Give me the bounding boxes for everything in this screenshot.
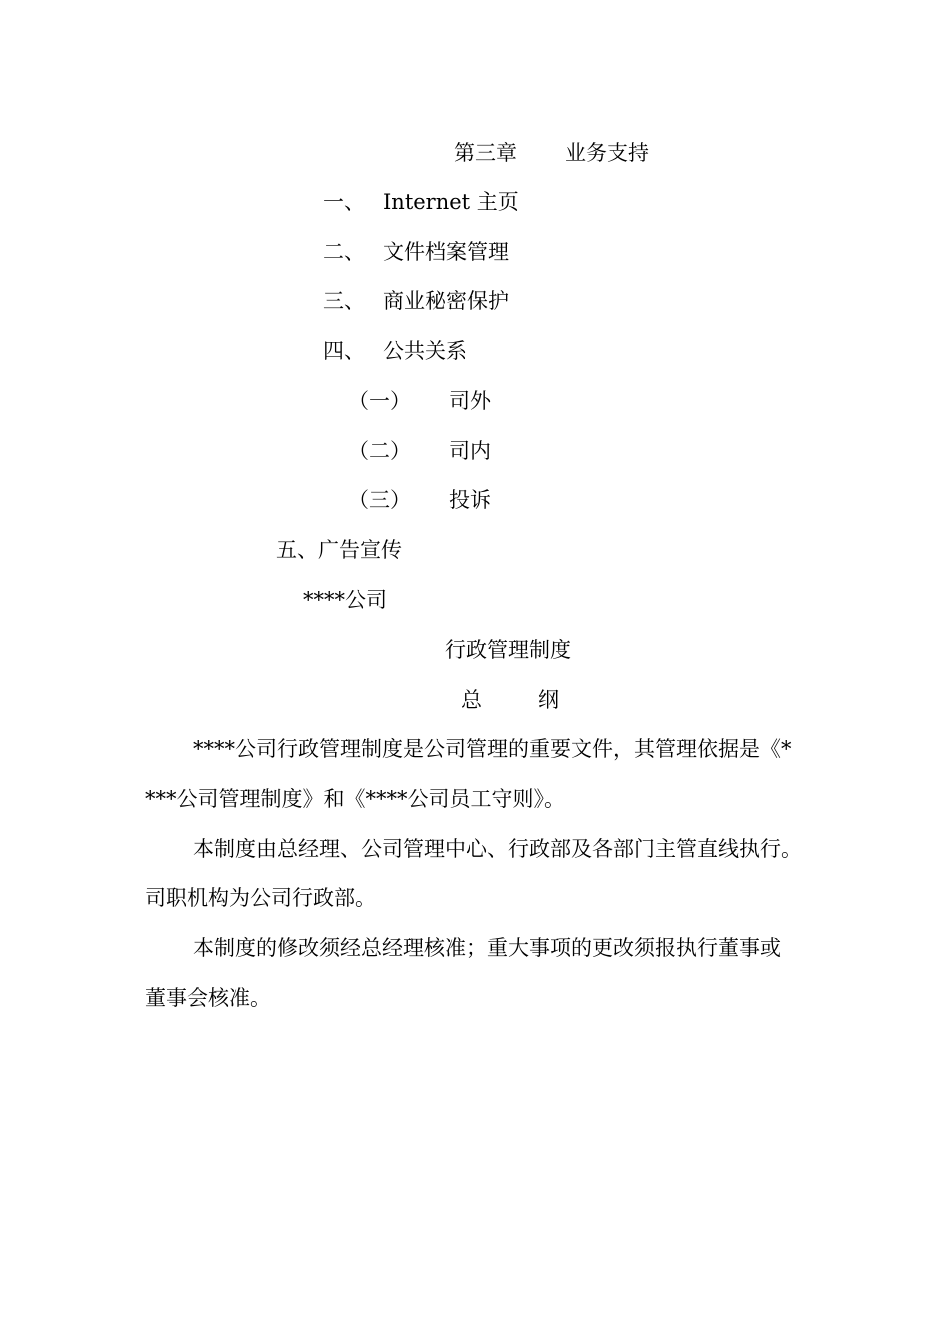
toc-subitem-number: （二） [348, 439, 411, 463]
section-heading-second: 纲 [538, 688, 559, 712]
paragraph-2-line-1: 本制度由总经理、公司管理中心、行政部及各部门主管直线执行。 [193, 837, 802, 861]
toc-item-label: Internet 主页 [383, 190, 519, 214]
paragraph-1-line-2: ***公司管理制度》和《****公司员工守则》。 [145, 787, 565, 811]
toc-subitem-1 [348, 386, 491, 416]
chapter-heading [454, 138, 649, 168]
toc-subitem-label: 投诉 [449, 488, 491, 512]
toc-subitem-2 [348, 436, 491, 466]
toc-item-number: 一、 [323, 190, 365, 214]
toc-item-number: 二、 [323, 240, 365, 264]
document-title: 行政管理制度 [445, 638, 571, 662]
paragraph-1-line-1: ****公司行政管理制度是公司管理的重要文件，其管理依据是《* [193, 737, 792, 761]
toc-item-label: 文件档案管理 [383, 240, 509, 264]
toc-item-4 [323, 336, 467, 366]
toc-subitem-number: （三） [348, 488, 411, 512]
section-heading [461, 685, 559, 715]
toc-subitem-number: （一） [348, 389, 411, 413]
toc-item-3 [323, 286, 509, 316]
toc-item-5: 五、广告宣传 [276, 538, 402, 562]
toc-item-number: 三、 [323, 289, 365, 313]
section-heading-first: 总 [461, 688, 482, 712]
toc-subitem-3 [348, 485, 491, 515]
paragraph-3-line-1: 本制度的修改须经总经理核准；重大事项的更改须报执行董事或 [193, 936, 781, 960]
paragraph-3-line-2: 董事会核准。 [145, 986, 271, 1010]
toc-subitem-label: 司外 [449, 389, 491, 413]
toc-item-2 [323, 237, 509, 267]
paragraph-2-line-2: 司职机构为公司行政部。 [145, 886, 376, 910]
toc-item-number: 四、 [323, 339, 365, 363]
chapter-number: 第三章 [454, 141, 517, 165]
toc-item-label: 商业秘密保护 [383, 289, 509, 313]
toc-item-label: 公共关系 [383, 339, 467, 363]
chapter-title: 业务支持 [565, 141, 649, 165]
toc-subitem-label: 司内 [449, 439, 491, 463]
toc-item-1 [323, 187, 519, 217]
company-name: ****公司 [303, 588, 387, 612]
